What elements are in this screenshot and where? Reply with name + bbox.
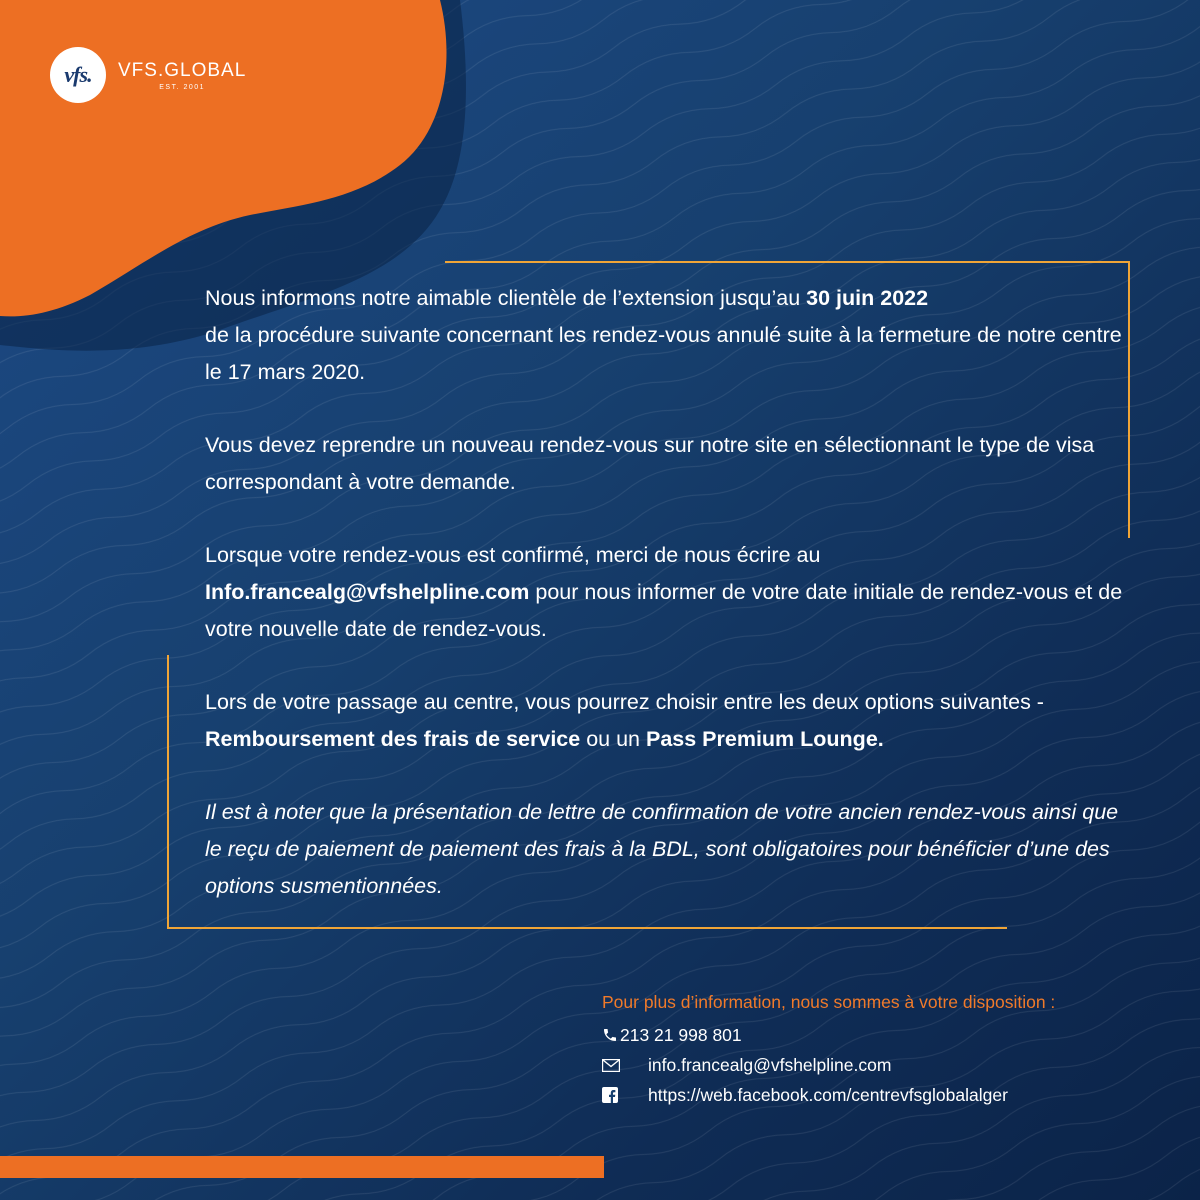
support-email[interactable]: Info.francealg@vfshelpline.com — [205, 580, 530, 604]
announcement-body — [205, 280, 1135, 941]
contact-phone-row[interactable] — [602, 1020, 1055, 1050]
contact-block — [602, 992, 1055, 1110]
option-lounge-pass: Pass Premium Lounge. — [645, 727, 884, 751]
contact-facebook-row[interactable] — [602, 1080, 1055, 1110]
bottom-accent-bar — [0, 1156, 604, 1178]
deadline-date: 30 juin 2022 — [806, 286, 929, 310]
vfs-logo — [50, 47, 246, 103]
paragraph-options: Lors de votre passage au centre, vous pourrez choisir entre les deux options suivantes - Remboursement des frais de service ou un Pass Premium Lounge. — [205, 690, 1044, 751]
paragraph-note: Il est à noter que la présentation de lettre de confirmation de votre ancien rendez-vous ainsi que le reçu de paiement de paiement des frais à la BDL, sont obligatoires pour bénéficier d’une des options susmentionnées. — [205, 800, 1119, 898]
facebook-icon — [602, 1087, 648, 1103]
brand-established: EST. 2001 — [159, 83, 206, 91]
paragraph-new-appointment: Vous devez reprendre un nouveau rendez-vous sur notre site en sélectionnant le type de visa correspondant à votre demande. — [205, 433, 1095, 494]
phone-icon — [602, 1027, 620, 1043]
paragraph-extension: Nous informons notre aimable clientèle de l’extension jusqu’au 30 juin 2022 de la procédure suivante concernant les rendez-vous annulé suite à la fermeture de notre centre le 17 mars 2020. — [205, 286, 1122, 384]
contact-email-row[interactable] — [602, 1050, 1055, 1080]
contact-heading: Pour plus d’information, nous sommes à votre disposition : — [602, 992, 1056, 1012]
phone-number: 213 21 998 801 — [620, 1024, 742, 1045]
logo-mark: vfs. — [50, 47, 106, 103]
envelope-icon — [602, 1059, 648, 1072]
option-refund: Remboursement des frais de service — [205, 727, 581, 751]
facebook-url: https://web.facebook.com/centrevfsglobalalger — [648, 1084, 1008, 1105]
contact-email: info.francealg@vfshelpline.com — [648, 1054, 892, 1075]
paragraph-email: Lorsque votre rendez-vous est confirmé, merci de nous écrire au Info.francealg@vfshelpline.com pour nous informer de votre date initiale de rendez-vous et de votre nouvelle date de rendez-vous. — [205, 543, 1123, 641]
brand-name: VFS.GLOBAL — [118, 59, 247, 81]
